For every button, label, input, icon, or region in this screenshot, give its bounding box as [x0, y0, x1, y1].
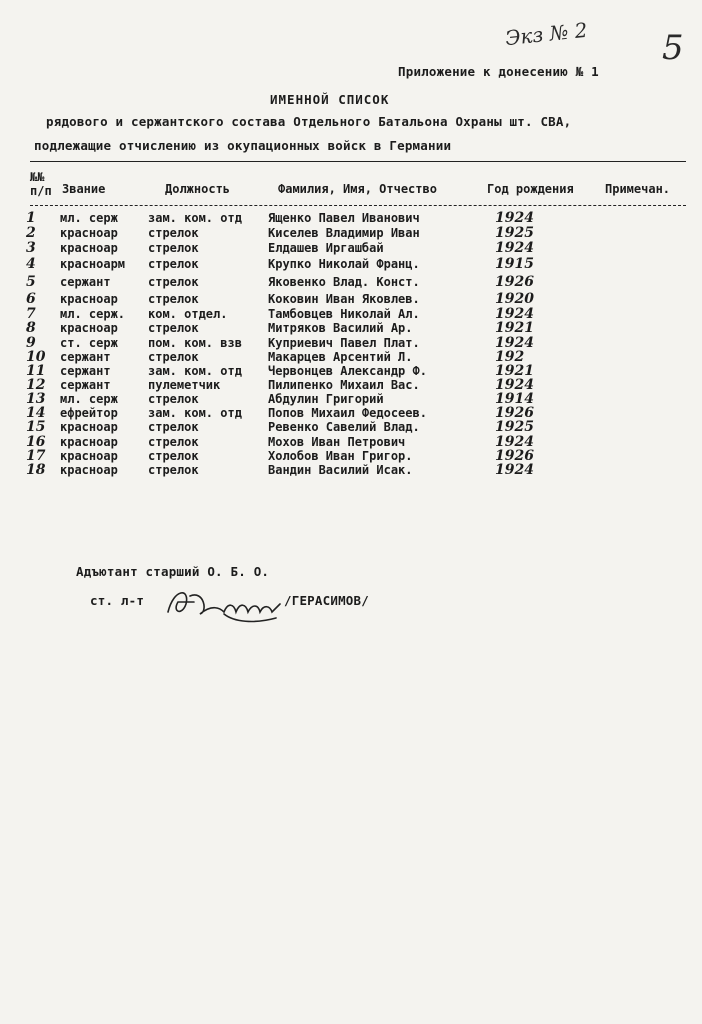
signer-rank: ст. л-т	[90, 593, 145, 608]
column-header-birth-year: Год рождения	[487, 182, 574, 196]
column-header-note: Примечан.	[605, 182, 671, 196]
row-number: 15	[26, 419, 46, 435]
row-number: 3	[26, 240, 36, 256]
row-position: стрелок	[148, 292, 199, 306]
row-position: зам. ком. отд	[148, 211, 242, 225]
table-header-rule	[30, 205, 686, 206]
table-row	[0, 406, 702, 420]
row-position: стрелок	[148, 226, 199, 240]
row-full-name: Крупко Николай Франц.	[268, 257, 420, 271]
row-position: ком. отдел.	[148, 307, 228, 321]
table-row	[0, 364, 702, 378]
row-rank: красноар	[60, 420, 118, 434]
row-birth-year: 1925	[495, 225, 534, 241]
row-position: стрелок	[148, 392, 199, 406]
table-row	[0, 321, 702, 335]
row-number: 18	[26, 462, 46, 478]
handwritten-copy-number: Экз № 2	[503, 17, 589, 51]
row-rank: мл. серж	[60, 211, 118, 225]
row-birth-year: 1926	[495, 274, 534, 290]
row-number: 1	[26, 210, 36, 226]
row-number: 4	[26, 256, 36, 272]
column-header-number: №№ п/п	[30, 170, 52, 198]
row-birth-year: 1920	[495, 291, 534, 307]
table-row	[0, 420, 702, 434]
row-rank: ст. серж	[60, 336, 118, 350]
adjutant-line: Адъютант старший О. Б. О.	[76, 564, 270, 579]
table-row	[0, 378, 702, 392]
row-position: стрелок	[148, 463, 199, 477]
row-birth-year: 1921	[495, 320, 534, 336]
row-birth-year: 1924	[495, 462, 534, 478]
row-birth-year: 1914	[495, 391, 534, 407]
row-position: пулеметчик	[148, 378, 221, 392]
row-full-name: Мохов Иван Петрович	[268, 435, 406, 449]
row-position: пом. ком. взв	[148, 336, 242, 350]
row-position: стрелок	[148, 449, 199, 463]
row-birth-year: 1924	[495, 210, 534, 226]
table-row	[0, 292, 702, 306]
row-number: 5	[26, 274, 36, 290]
attachment-note: Приложение к донесению № 1	[398, 64, 599, 79]
row-birth-year: 192	[495, 349, 525, 365]
row-full-name: Митряков Василий Ар.	[268, 321, 413, 335]
row-rank: красноар	[60, 321, 118, 335]
row-number: 13	[26, 391, 46, 407]
row-rank: красноар	[60, 435, 118, 449]
table-row	[0, 392, 702, 406]
row-number: 12	[26, 377, 46, 393]
handwritten-signature	[164, 582, 284, 626]
row-full-name: Яковенко Влад. Конст.	[268, 275, 420, 289]
row-number: 17	[26, 448, 46, 464]
table-row	[0, 241, 702, 255]
row-full-name: Холобов Иван Григор.	[268, 449, 413, 463]
row-full-name: Пилипенко Михаил Вас.	[268, 378, 420, 392]
table-top-rule	[30, 161, 686, 162]
row-full-name: Вандин Василий Исак.	[268, 463, 413, 477]
row-full-name: Червонцев Александр Ф.	[268, 364, 427, 378]
row-rank: мл. серж.	[60, 307, 126, 321]
row-rank: красноар	[60, 241, 118, 255]
row-full-name: Ревенко Савелий Влад.	[268, 420, 420, 434]
row-number: 14	[26, 405, 46, 421]
handwritten-page-number: 5	[662, 28, 684, 68]
signer-name: /ГЕРАСИМОВ/	[284, 593, 369, 608]
document-title: ИМЕННОЙ СПИСОК	[270, 92, 390, 107]
table-row	[0, 211, 702, 225]
row-rank: ефрейтор	[60, 406, 118, 420]
table-row	[0, 435, 702, 449]
row-birth-year: 1924	[495, 377, 534, 393]
row-birth-year: 1925	[495, 419, 534, 435]
row-number: 10	[26, 349, 46, 365]
row-rank: красноар	[60, 449, 118, 463]
row-position: стрелок	[148, 350, 199, 364]
row-full-name: Макарцев Арсентий Л.	[268, 350, 413, 364]
row-rank: сержант	[60, 275, 111, 289]
row-number: 6	[26, 291, 36, 307]
row-full-name: Киселев Владимир Иван	[268, 226, 420, 240]
table-row	[0, 449, 702, 463]
row-number: 9	[26, 335, 36, 351]
row-position: стрелок	[148, 420, 199, 434]
row-position: стрелок	[148, 257, 199, 271]
row-rank: мл. серж	[60, 392, 118, 406]
table-row	[0, 307, 702, 321]
row-full-name: Попов Михаил Федосеев.	[268, 406, 427, 420]
row-full-name: Елдашев Иргашбай	[268, 241, 384, 255]
row-full-name: Куприевич Павел Плат.	[268, 336, 420, 350]
row-position: стрелок	[148, 241, 199, 255]
row-birth-year: 1924	[495, 434, 534, 450]
row-position: стрелок	[148, 275, 199, 289]
row-rank: красноар	[60, 226, 118, 240]
row-birth-year: 1926	[495, 405, 534, 421]
row-rank: красноарм	[60, 257, 126, 271]
column-header-name: Фамилия, Имя, Отчество	[278, 182, 437, 196]
row-birth-year: 1926	[495, 448, 534, 464]
table-row	[0, 336, 702, 350]
row-birth-year: 1924	[495, 335, 534, 351]
row-number: 16	[26, 434, 46, 450]
table-row	[0, 350, 702, 364]
table-row	[0, 226, 702, 240]
column-header-rank: Звание	[62, 182, 106, 196]
row-birth-year: 1921	[495, 363, 534, 379]
subtitle-line-1: рядового и сержантского состава Отдельного Батальона Охраны шт. СВА,	[46, 114, 572, 129]
row-full-name: Тамбовцев Николай Ал.	[268, 307, 420, 321]
row-number: 2	[26, 225, 36, 241]
subtitle-line-2: подлежащие отчислению из окупационных войск в Германии	[34, 138, 452, 153]
row-position: стрелок	[148, 321, 199, 335]
row-rank: красноар	[60, 292, 118, 306]
row-rank: сержант	[60, 364, 111, 378]
table-row	[0, 275, 702, 289]
row-position: зам. ком. отд	[148, 406, 242, 420]
table-row	[0, 257, 702, 271]
row-rank: сержант	[60, 350, 111, 364]
row-rank: красноар	[60, 463, 118, 477]
row-birth-year: 1924	[495, 240, 534, 256]
row-number: 11	[26, 363, 46, 379]
row-full-name: Абдулин Григорий	[268, 392, 384, 406]
table-row	[0, 463, 702, 477]
row-position: зам. ком. отд	[148, 364, 242, 378]
row-full-name: Ященко Павел Иванович	[268, 211, 420, 225]
row-birth-year: 1924	[495, 306, 534, 322]
row-number: 7	[26, 306, 36, 322]
row-birth-year: 1915	[495, 256, 534, 272]
row-position: стрелок	[148, 435, 199, 449]
row-rank: сержант	[60, 378, 111, 392]
row-number: 8	[26, 320, 36, 336]
row-full-name: Коковин Иван Яковлев.	[268, 292, 420, 306]
column-header-position: Должность	[165, 182, 231, 196]
